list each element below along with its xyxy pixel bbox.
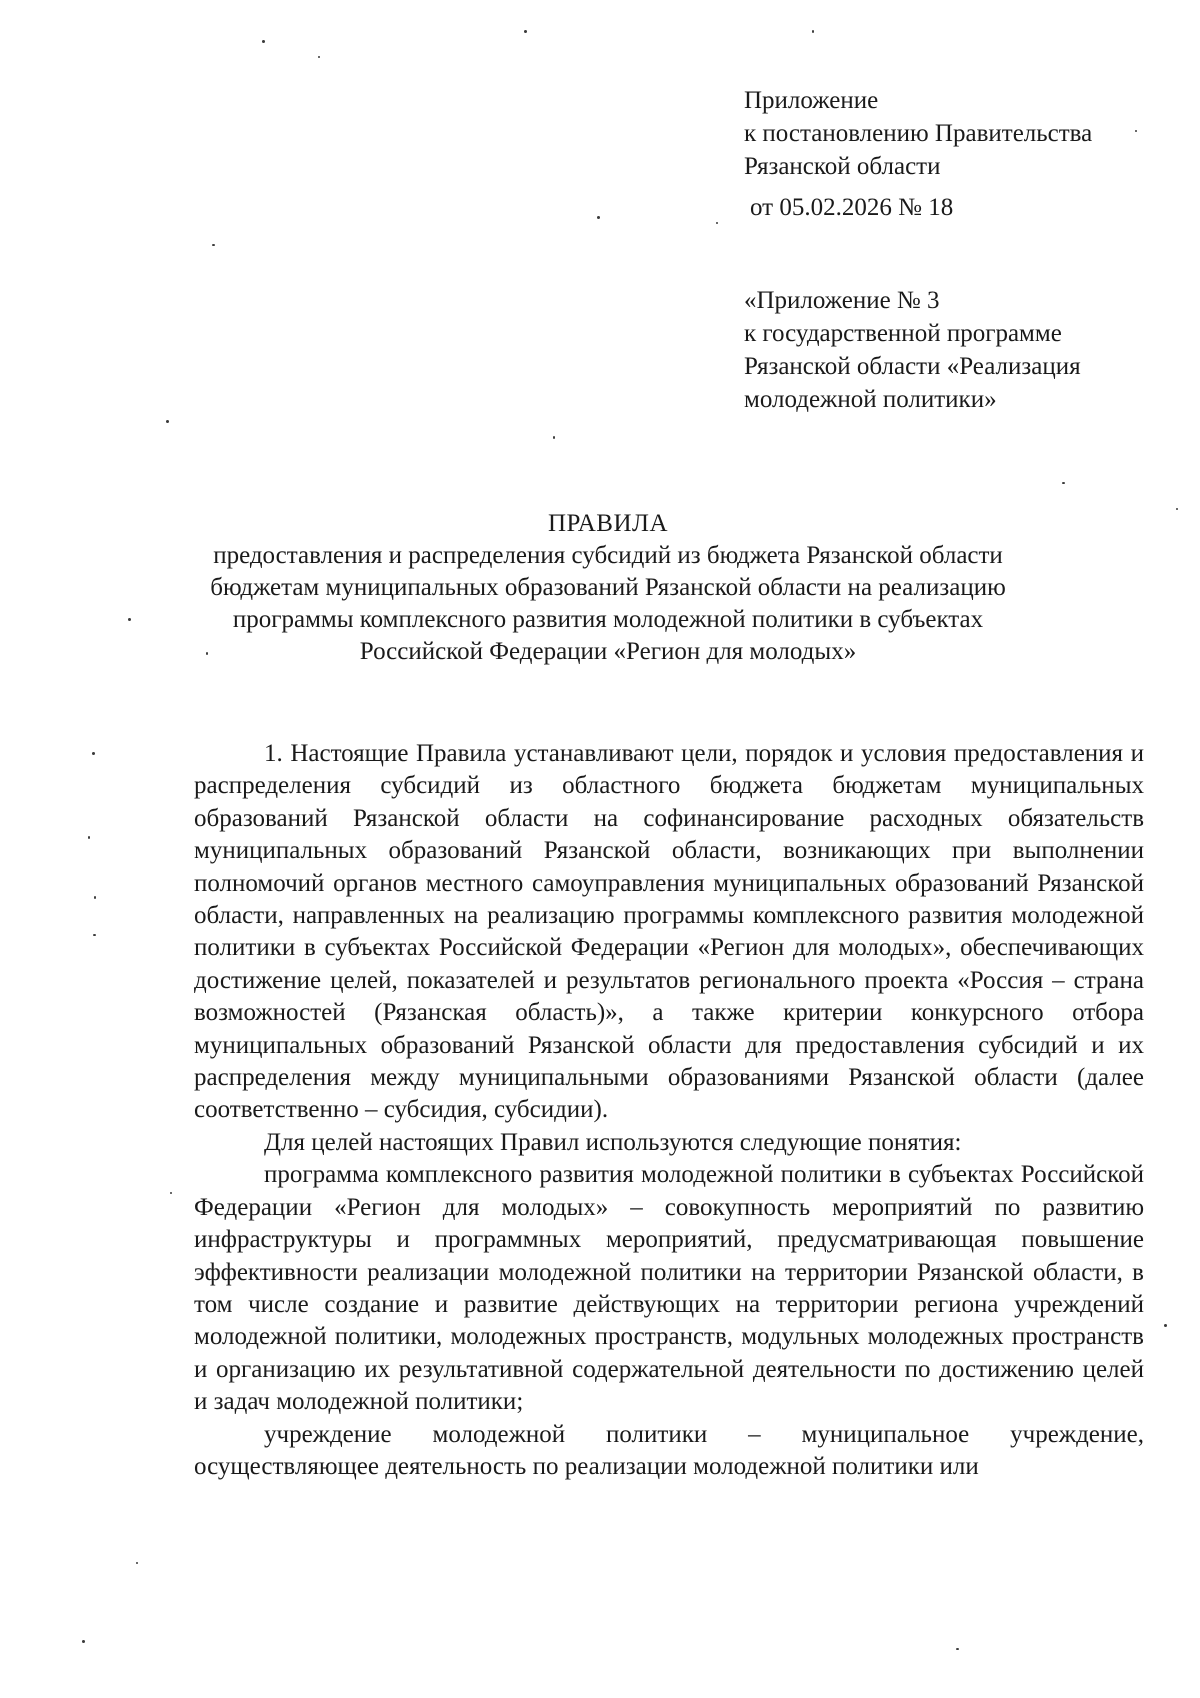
approval-stamp bbox=[744, 84, 1092, 183]
annex-header bbox=[744, 284, 1081, 416]
paragraph: учреждение молодежной политики – муниципальное учреждение, осуществляющее деятельность по реализации молодежной политики или bbox=[194, 1420, 1144, 1480]
scan-speck bbox=[812, 30, 814, 33]
scan-speck bbox=[128, 618, 131, 621]
scan-speck bbox=[1164, 1324, 1167, 1327]
scan-speck bbox=[262, 40, 265, 43]
scan-speck bbox=[166, 420, 169, 423]
scan-speck bbox=[553, 436, 555, 439]
annex-line-3: Рязанской области «Реализация bbox=[744, 353, 1081, 380]
annex-line-1: «Приложение № 3 bbox=[744, 287, 940, 314]
title-heading: ПРАВИЛА bbox=[547, 510, 669, 537]
approval-date: от 05.02.2026 № 18 bbox=[750, 194, 954, 221]
scan-speck bbox=[212, 244, 215, 246]
document-body bbox=[194, 738, 1144, 1483]
scan-speck bbox=[88, 836, 90, 839]
scan-speck bbox=[1176, 508, 1178, 510]
scan-speck bbox=[82, 1640, 85, 1643]
paragraph: 1. Настоящие Правила устанавливают цели, порядок и условия предоставления и распределения субсидий из областного бюджета бюджетам муниципальных образований Рязанской области на софинансирование расходных обязательств муниципальных образований Рязанской области, возникающих при выполнении полномочий органов местного самоуправления муниципальных образований Рязанской области, направленных на реализацию программы комплексного развития молодежной политики в субъектах Российской Федерации «Регион для молодых», обеспечивающих достижение целей, показателей и результатов регионального проекта «Россия – страна возможностей (Рязанская область)», а также критерии конкурсного отбора муниципальных образований Рязанской области для предоставления субсидий и их распределения между муниципальными образованиями Рязанской области (далее соответственно – субсидия, субсидии). bbox=[194, 740, 1144, 1124]
annex-line-4: молодежной политики» bbox=[744, 386, 997, 413]
scan-speck bbox=[94, 896, 96, 899]
scan-speck bbox=[716, 222, 718, 224]
title-subtitle: предоставления и распределения субсидий из бюджета Рязанской области бюджетам муниципальных образований Рязанской области на реализацию программы комплексного развития молодежной политики в субъектах Российской Федерации «Регион для молодых» bbox=[210, 542, 1006, 665]
scan-speck bbox=[1062, 482, 1065, 484]
scan-speck bbox=[318, 56, 320, 58]
scan-speck bbox=[524, 30, 527, 33]
scan-speck bbox=[597, 216, 600, 219]
approval-line-3: Рязанской области bbox=[744, 153, 941, 180]
scan-speck bbox=[93, 934, 96, 936]
approval-line-1: Приложение bbox=[744, 87, 879, 114]
document-title bbox=[190, 508, 1026, 668]
scan-speck bbox=[1135, 130, 1137, 132]
approval-line-2: к постановлению Правительства bbox=[744, 120, 1093, 147]
scan-speck bbox=[956, 1648, 959, 1650]
scan-speck bbox=[170, 1192, 172, 1194]
scan-speck bbox=[136, 1562, 138, 1564]
annex-line-2: к государственной программе bbox=[744, 320, 1062, 347]
scan-speck bbox=[92, 752, 95, 755]
paragraph: программа комплексного развития молодежной политики в субъектах Российской Федерации «Регион для молодых» – совокупность мероприятий по развитию инфраструктуры и программных мероприятий, предусматривающая повышение эффективности реализации молодежной политики на территории Рязанской области, в том числе создание и развитие действующих на территории региона учреждений молодежной политики, молодежных пространств, модульных молодежных пространств и организацию их результативной содержательной деятельности по достижению целей и задач молодежной политики; bbox=[194, 1161, 1144, 1416]
paragraph: Для целей настоящих Правил используются следующие понятия: bbox=[264, 1128, 962, 1156]
